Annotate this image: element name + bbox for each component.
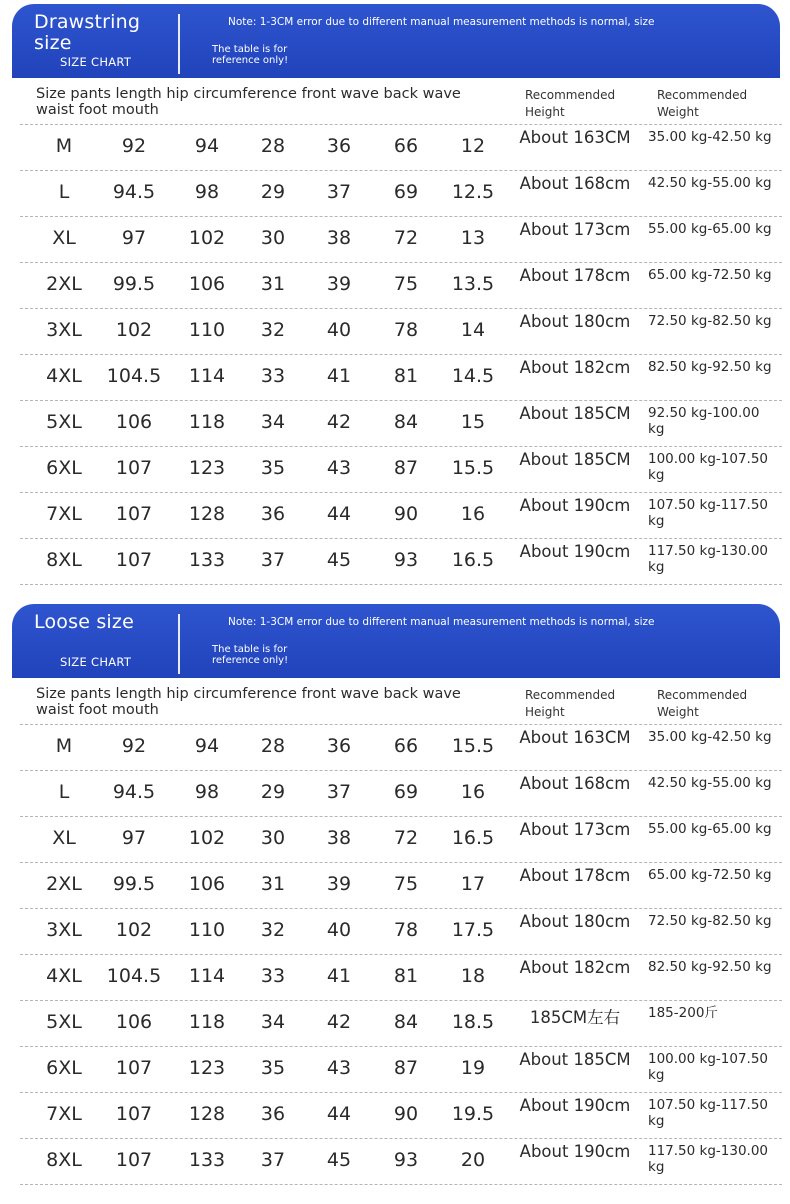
measurement-cell: 92 bbox=[121, 735, 147, 757]
weight-cell: 100.00 kg-107.50 kg bbox=[648, 451, 769, 483]
measurement-cell: 94.5 bbox=[112, 781, 156, 803]
measurement-cell: 87 bbox=[393, 457, 419, 479]
table-row bbox=[20, 862, 782, 909]
measurement-cell: 39 bbox=[326, 273, 352, 295]
measurement-cell: 16 bbox=[460, 503, 486, 525]
size-cell: 4XL bbox=[46, 965, 82, 987]
table-row bbox=[20, 216, 782, 263]
table-row bbox=[20, 354, 782, 401]
measurement-cell: 36 bbox=[260, 503, 286, 525]
weight-cell: 92.50 kg-100.00 kg bbox=[648, 405, 760, 437]
weight-cell: 35.00 kg-42.50 kg bbox=[648, 129, 772, 145]
note-line-2: The table is for reference only! bbox=[212, 44, 289, 66]
measurement-cell: 35 bbox=[260, 1057, 286, 1079]
section-banner bbox=[12, 604, 780, 678]
measurement-cell: 28 bbox=[260, 135, 286, 157]
measurement-cell: 16.5 bbox=[451, 827, 495, 849]
measurement-cell: 15.5 bbox=[451, 457, 495, 479]
measurement-cell: 32 bbox=[260, 319, 286, 341]
banner-divider bbox=[178, 14, 180, 74]
weight-cell: 185-200斤 bbox=[648, 1005, 718, 1021]
measurement-cell: 102 bbox=[115, 919, 153, 941]
measurement-cell: 128 bbox=[188, 1103, 226, 1125]
measurement-cell: 29 bbox=[260, 181, 286, 203]
measurement-cell: 43 bbox=[326, 1057, 352, 1079]
measurement-cell: 14.5 bbox=[451, 365, 495, 387]
section-subtitle: SIZE CHART bbox=[60, 55, 132, 69]
table-row bbox=[20, 400, 782, 447]
measurement-cell: 20 bbox=[460, 1149, 486, 1171]
measurement-cell: 38 bbox=[326, 827, 352, 849]
table-row bbox=[20, 262, 782, 309]
measurement-cell: 15.5 bbox=[451, 735, 495, 757]
height-cell: About 190cm bbox=[519, 496, 631, 515]
recommended-weight-header: Recommended Weight bbox=[657, 688, 748, 719]
table-row bbox=[20, 954, 782, 1001]
table-row bbox=[20, 1046, 782, 1093]
measurement-cell: 114 bbox=[188, 365, 226, 387]
measurement-cell: 94 bbox=[194, 135, 220, 157]
measurement-cell: 98 bbox=[194, 181, 220, 203]
measurement-cell: 45 bbox=[326, 549, 352, 571]
measurement-cell: 66 bbox=[393, 135, 419, 157]
table-row bbox=[20, 1000, 782, 1047]
height-cell: About 185CM bbox=[519, 450, 631, 469]
measurement-cell: 45 bbox=[326, 1149, 352, 1171]
size-cell: 6XL bbox=[46, 457, 82, 479]
section-banner bbox=[12, 4, 780, 78]
size-cell: L bbox=[58, 181, 70, 203]
measurement-cell: 37 bbox=[260, 1149, 286, 1171]
measurement-cell: 36 bbox=[260, 1103, 286, 1125]
measurement-cell: 17.5 bbox=[451, 919, 495, 941]
measurement-cell: 118 bbox=[188, 1011, 226, 1033]
measurement-cell: 44 bbox=[326, 1103, 352, 1125]
weight-cell: 82.50 kg-92.50 kg bbox=[648, 359, 772, 375]
height-cell: About 168cm bbox=[519, 174, 631, 193]
measurement-cell: 66 bbox=[393, 735, 419, 757]
table-row bbox=[20, 446, 782, 493]
measurement-cell: 44 bbox=[326, 503, 352, 525]
section-subtitle: SIZE CHART bbox=[60, 655, 132, 669]
measurement-cell: 107 bbox=[115, 1149, 153, 1171]
weight-cell: 42.50 kg-55.00 kg bbox=[648, 775, 772, 791]
size-cell: M bbox=[55, 735, 73, 757]
measurement-cell: 18 bbox=[460, 965, 486, 987]
measurement-cell: 90 bbox=[393, 1103, 419, 1125]
height-cell: About 163CM bbox=[519, 128, 631, 147]
size-cell: XL bbox=[52, 827, 76, 849]
size-cell: 8XL bbox=[46, 549, 82, 571]
weight-cell: 82.50 kg-92.50 kg bbox=[648, 959, 772, 975]
section-title: Loose size bbox=[34, 611, 134, 633]
table-row bbox=[20, 124, 782, 171]
weight-cell: 117.50 kg-130.00 kg bbox=[648, 1143, 769, 1175]
measurement-cell: 37 bbox=[326, 181, 352, 203]
table-row bbox=[20, 1092, 782, 1139]
height-cell: About 190cm bbox=[519, 1142, 631, 1161]
measurement-cell: 87 bbox=[393, 1057, 419, 1079]
note-line-1: Note: 1-3CM error due to different manual measurement methods is normal, size bbox=[228, 616, 655, 628]
note-line-1: Note: 1-3CM error due to different manual measurement methods is normal, size bbox=[228, 16, 655, 28]
measurement-cell: 107 bbox=[115, 549, 153, 571]
measurement-cell: 78 bbox=[393, 919, 419, 941]
measurement-cell: 16 bbox=[460, 781, 486, 803]
measurement-cell: 39 bbox=[326, 873, 352, 895]
size-cell: 6XL bbox=[46, 1057, 82, 1079]
height-cell: About 168cm bbox=[519, 774, 631, 793]
measurement-cell: 13 bbox=[460, 227, 486, 249]
height-cell: About 178cm bbox=[519, 266, 631, 285]
measurement-cell: 72 bbox=[393, 227, 419, 249]
measurement-cell: 32 bbox=[260, 919, 286, 941]
weight-cell: 117.50 kg-130.00 kg bbox=[648, 543, 769, 575]
table-row bbox=[20, 308, 782, 355]
height-cell: About 185CM bbox=[519, 404, 631, 423]
recommended-height-header: Recommended Height bbox=[525, 88, 616, 119]
height-cell: About 185CM bbox=[519, 1050, 631, 1069]
measurement-cell: 90 bbox=[393, 503, 419, 525]
measurement-cell: 97 bbox=[121, 827, 147, 849]
measurement-cell: 133 bbox=[188, 549, 226, 571]
measurement-cell: 29 bbox=[260, 781, 286, 803]
weight-cell: 107.50 kg-117.50 kg bbox=[648, 1097, 769, 1129]
size-cell: 3XL bbox=[46, 319, 82, 341]
measurement-cell: 40 bbox=[326, 319, 352, 341]
table-row bbox=[20, 1138, 782, 1185]
banner-divider bbox=[178, 614, 180, 674]
measurement-cell: 17 bbox=[460, 873, 486, 895]
weight-cell: 65.00 kg-72.50 kg bbox=[648, 867, 772, 883]
measurement-cell: 81 bbox=[393, 365, 419, 387]
measurement-cell: 118 bbox=[188, 411, 226, 433]
recommended-height-header: Recommended Height bbox=[525, 688, 616, 719]
weight-cell: 55.00 kg-65.00 kg bbox=[648, 821, 772, 837]
measurement-cell: 104.5 bbox=[106, 965, 162, 987]
measurement-cell: 41 bbox=[326, 965, 352, 987]
measurement-cell: 97 bbox=[121, 227, 147, 249]
size-cell: 2XL bbox=[46, 273, 82, 295]
measurement-cell: 69 bbox=[393, 781, 419, 803]
measurement-cell: 37 bbox=[260, 549, 286, 571]
measurement-cell: 34 bbox=[260, 1011, 286, 1033]
measurement-cell: 106 bbox=[115, 1011, 153, 1033]
measurement-cell: 84 bbox=[393, 411, 419, 433]
measurement-cell: 12 bbox=[460, 135, 486, 157]
measurement-cell: 40 bbox=[326, 919, 352, 941]
recommended-weight-header: Recommended Weight bbox=[657, 88, 748, 119]
measurement-cell: 36 bbox=[326, 735, 352, 757]
table-row bbox=[20, 816, 782, 863]
height-cell: About 182cm bbox=[519, 958, 631, 977]
height-cell: About 163CM bbox=[519, 728, 631, 747]
size-cell: 2XL bbox=[46, 873, 82, 895]
measurement-cell: 75 bbox=[393, 873, 419, 895]
measurement-cell: 123 bbox=[188, 457, 226, 479]
size-cell: 3XL bbox=[46, 919, 82, 941]
measurement-cell: 81 bbox=[393, 965, 419, 987]
weight-cell: 100.00 kg-107.50 kg bbox=[648, 1051, 769, 1083]
measurement-cell: 19 bbox=[460, 1057, 486, 1079]
measurement-cell: 102 bbox=[115, 319, 153, 341]
measurement-cell: 31 bbox=[260, 273, 286, 295]
column-headers: Size pants length hip circumference front wave back wave waist foot mouth bbox=[36, 86, 461, 118]
measurement-cell: 106 bbox=[115, 411, 153, 433]
table-header bbox=[20, 82, 782, 125]
measurement-cell: 38 bbox=[326, 227, 352, 249]
measurement-cell: 93 bbox=[393, 1149, 419, 1171]
weight-cell: 65.00 kg-72.50 kg bbox=[648, 267, 772, 283]
measurement-cell: 72 bbox=[393, 827, 419, 849]
measurement-cell: 93 bbox=[393, 549, 419, 571]
size-cell: 4XL bbox=[46, 365, 82, 387]
weight-cell: 55.00 kg-65.00 kg bbox=[648, 221, 772, 237]
measurement-cell: 43 bbox=[326, 457, 352, 479]
measurement-cell: 107 bbox=[115, 1103, 153, 1125]
measurement-cell: 102 bbox=[188, 227, 226, 249]
measurement-cell: 31 bbox=[260, 873, 286, 895]
measurement-cell: 84 bbox=[393, 1011, 419, 1033]
measurement-cell: 114 bbox=[188, 965, 226, 987]
measurement-cell: 92 bbox=[121, 135, 147, 157]
measurement-cell: 69 bbox=[393, 181, 419, 203]
measurement-cell: 18.5 bbox=[451, 1011, 495, 1033]
measurement-cell: 107 bbox=[115, 503, 153, 525]
table-row bbox=[20, 770, 782, 817]
measurement-cell: 123 bbox=[188, 1057, 226, 1079]
size-cell: L bbox=[58, 781, 70, 803]
measurement-cell: 78 bbox=[393, 319, 419, 341]
height-cell: About 180cm bbox=[519, 912, 631, 931]
height-cell: About 190cm bbox=[519, 542, 631, 561]
measurement-cell: 110 bbox=[188, 319, 226, 341]
size-cell: 5XL bbox=[46, 411, 82, 433]
table-row bbox=[20, 724, 782, 771]
measurement-cell: 42 bbox=[326, 411, 352, 433]
weight-cell: 72.50 kg-82.50 kg bbox=[648, 313, 772, 329]
table-row bbox=[20, 538, 782, 585]
measurement-cell: 16.5 bbox=[451, 549, 495, 571]
column-headers: Size pants length hip circumference front wave back wave waist foot mouth bbox=[36, 686, 461, 718]
measurement-cell: 19.5 bbox=[451, 1103, 495, 1125]
measurement-cell: 41 bbox=[326, 365, 352, 387]
measurement-cell: 34 bbox=[260, 411, 286, 433]
weight-cell: 107.50 kg-117.50 kg bbox=[648, 497, 769, 529]
measurement-cell: 42 bbox=[326, 1011, 352, 1033]
height-cell: About 173cm bbox=[519, 820, 631, 839]
size-cell: 8XL bbox=[46, 1149, 82, 1171]
table-row bbox=[20, 170, 782, 217]
measurement-cell: 106 bbox=[188, 273, 226, 295]
height-cell: 185CM左右 bbox=[529, 1008, 621, 1027]
measurement-cell: 106 bbox=[188, 873, 226, 895]
height-cell: About 190cm bbox=[519, 1096, 631, 1115]
size-cell: 7XL bbox=[46, 503, 82, 525]
measurement-cell: 33 bbox=[260, 965, 286, 987]
size-cell: 5XL bbox=[46, 1011, 82, 1033]
table-row bbox=[20, 908, 782, 955]
measurement-cell: 94.5 bbox=[112, 181, 156, 203]
measurement-cell: 30 bbox=[260, 827, 286, 849]
measurement-cell: 35 bbox=[260, 457, 286, 479]
section-title: Drawstring size bbox=[34, 11, 141, 54]
measurement-cell: 12.5 bbox=[451, 181, 495, 203]
height-cell: About 182cm bbox=[519, 358, 631, 377]
weight-cell: 72.50 kg-82.50 kg bbox=[648, 913, 772, 929]
measurement-cell: 75 bbox=[393, 273, 419, 295]
size-cell: 7XL bbox=[46, 1103, 82, 1125]
measurement-cell: 107 bbox=[115, 457, 153, 479]
measurement-cell: 15 bbox=[460, 411, 486, 433]
measurement-cell: 104.5 bbox=[106, 365, 162, 387]
size-cell: XL bbox=[52, 227, 76, 249]
weight-cell: 35.00 kg-42.50 kg bbox=[648, 729, 772, 745]
height-cell: About 180cm bbox=[519, 312, 631, 331]
measurement-cell: 30 bbox=[260, 227, 286, 249]
measurement-cell: 128 bbox=[188, 503, 226, 525]
measurement-cell: 13.5 bbox=[451, 273, 495, 295]
table-header bbox=[20, 682, 782, 725]
measurement-cell: 94 bbox=[194, 735, 220, 757]
measurement-cell: 33 bbox=[260, 365, 286, 387]
measurement-cell: 110 bbox=[188, 919, 226, 941]
note-line-2: The table is for reference only! bbox=[212, 644, 289, 666]
height-cell: About 178cm bbox=[519, 866, 631, 885]
measurement-cell: 14 bbox=[460, 319, 486, 341]
measurement-cell: 99.5 bbox=[112, 273, 156, 295]
table-row bbox=[20, 492, 782, 539]
size-cell: M bbox=[55, 135, 73, 157]
measurement-cell: 107 bbox=[115, 1057, 153, 1079]
measurement-cell: 28 bbox=[260, 735, 286, 757]
measurement-cell: 37 bbox=[326, 781, 352, 803]
height-cell: About 173cm bbox=[519, 220, 631, 239]
weight-cell: 42.50 kg-55.00 kg bbox=[648, 175, 772, 191]
measurement-cell: 99.5 bbox=[112, 873, 156, 895]
measurement-cell: 36 bbox=[326, 135, 352, 157]
measurement-cell: 98 bbox=[194, 781, 220, 803]
measurement-cell: 133 bbox=[188, 1149, 226, 1171]
measurement-cell: 102 bbox=[188, 827, 226, 849]
